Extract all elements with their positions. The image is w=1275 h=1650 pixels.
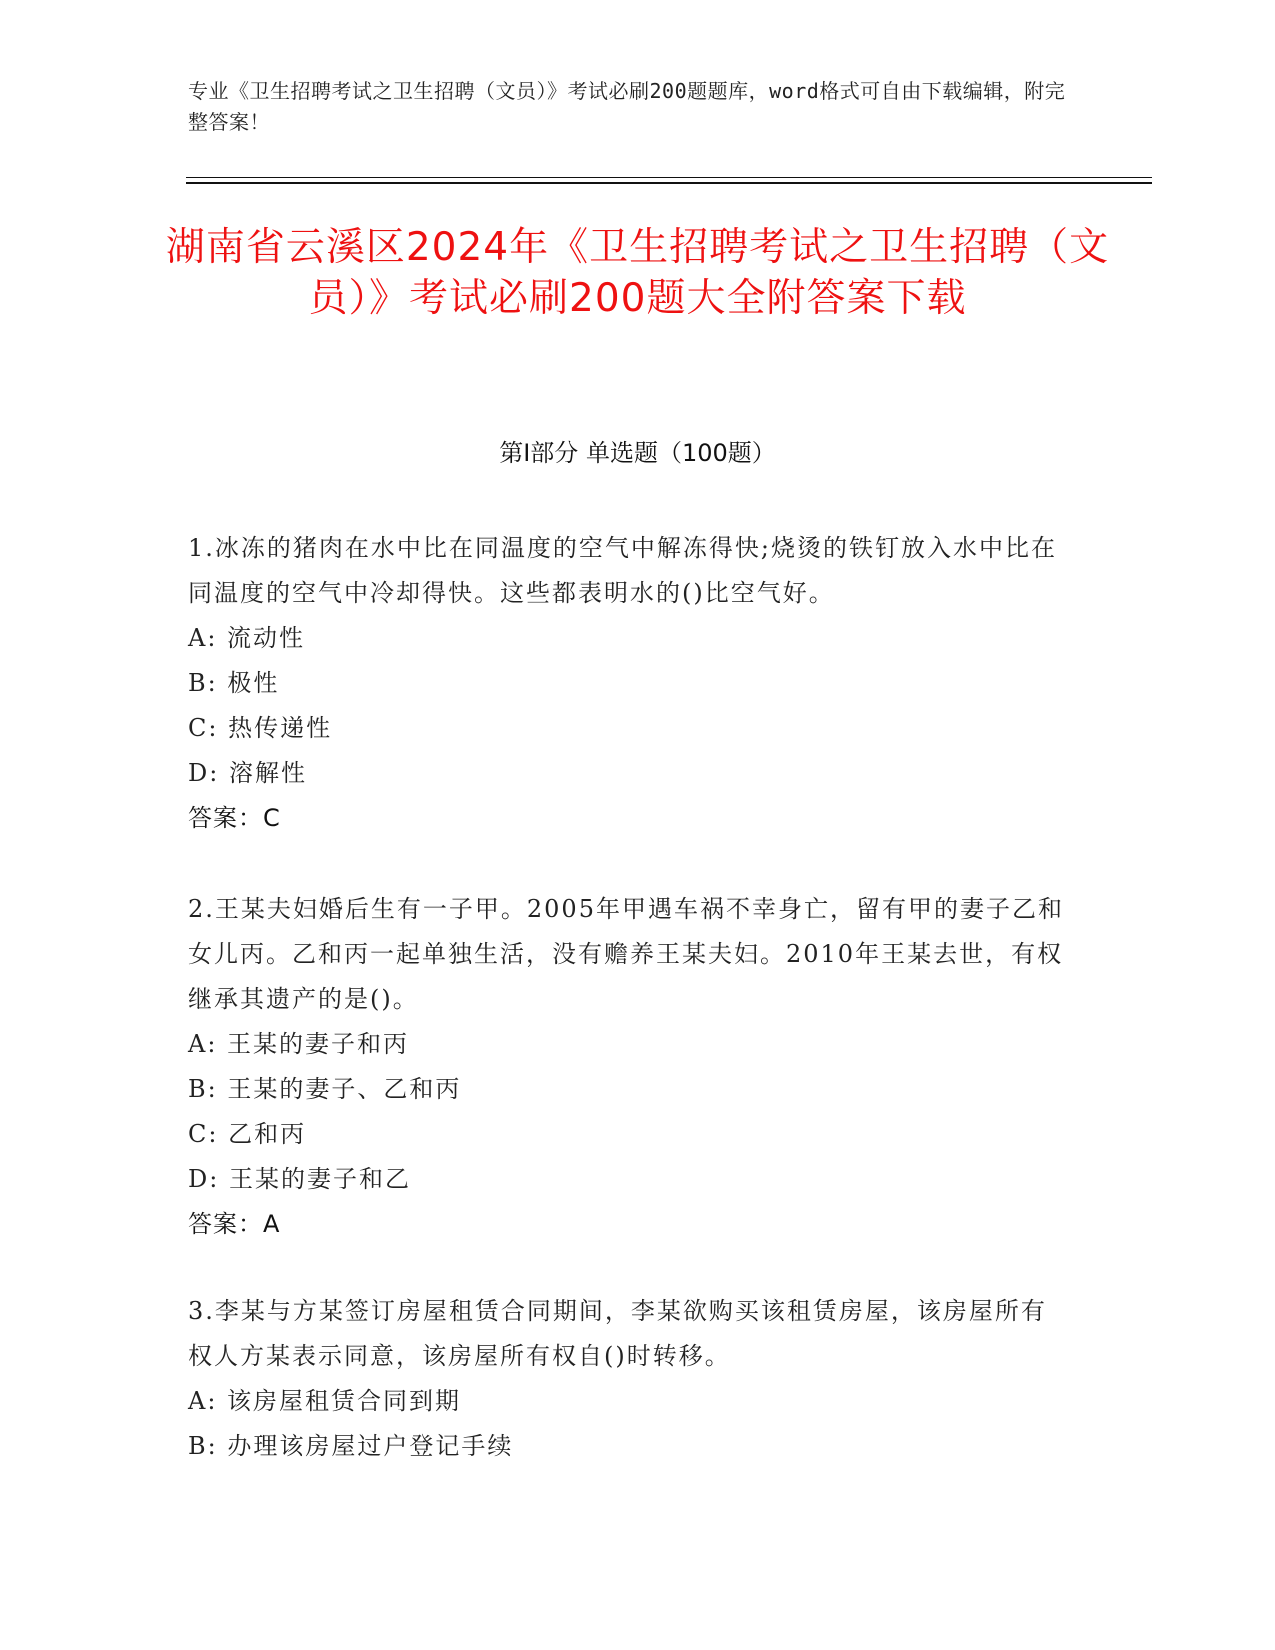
question-stem: 1.冰冻的猪肉在水中比在同温度的空气中解冻得快;烧烫的铁钉放入水中比在同温度的空气中冷却得快。这些都表明水的()比空气好。 xyxy=(188,534,1057,607)
question-stem: 3.李某与方某签订房屋租赁合同期间，李某欲购买该租赁房屋，该房屋所有权人方某表示同意，该房屋所有权自()时转移。 xyxy=(188,1297,1047,1370)
header-note: 专业《卫生招聘考试之卫生招聘（文员）》考试必刷200题题库，word格式可自由下载编辑，附完整答案！ xyxy=(188,79,1066,134)
answer: 答案：C xyxy=(188,804,281,832)
answer: 答案：A xyxy=(188,1210,281,1238)
question-1 xyxy=(188,526,1068,841)
option-a: A: 王某的妻子和丙 xyxy=(188,1030,410,1058)
document-title: 湖南省云溪区2024年《卫生招聘考试之卫生招聘（文员）》考试必刷200题大全附答案下载 xyxy=(165,225,1110,321)
option-d: D: 王某的妻子和乙 xyxy=(188,1165,411,1193)
header-rule-thin xyxy=(186,177,1152,178)
question-stem: 2.王某夫妇婚后生有一子甲。2005年甲遇车祸不幸身亡，留有甲的妻子乙和女儿丙。乙和丙一起单独生活，没有赡养王某夫妇。2010年王某去世，有权继承其遗产的是()。 xyxy=(188,895,1064,1013)
section-title: 第Ⅰ部分 单选题（100题） xyxy=(499,439,776,467)
option-a: A: 该房屋租赁合同到期 xyxy=(188,1387,462,1415)
option-b: B: 王某的妻子、乙和丙 xyxy=(188,1075,462,1103)
option-c: C: 乙和丙 xyxy=(188,1120,307,1148)
option-b: B: 办理该房屋过户登记手续 xyxy=(188,1432,514,1460)
option-a: A: 流动性 xyxy=(188,624,306,652)
option-d: D: 溶解性 xyxy=(188,759,307,787)
question-3 xyxy=(188,1289,1068,1469)
option-c: C: 热传递性 xyxy=(188,714,333,742)
header-rule-thick xyxy=(186,182,1152,184)
question-2 xyxy=(188,887,1068,1247)
option-b: B: 极性 xyxy=(188,669,280,697)
